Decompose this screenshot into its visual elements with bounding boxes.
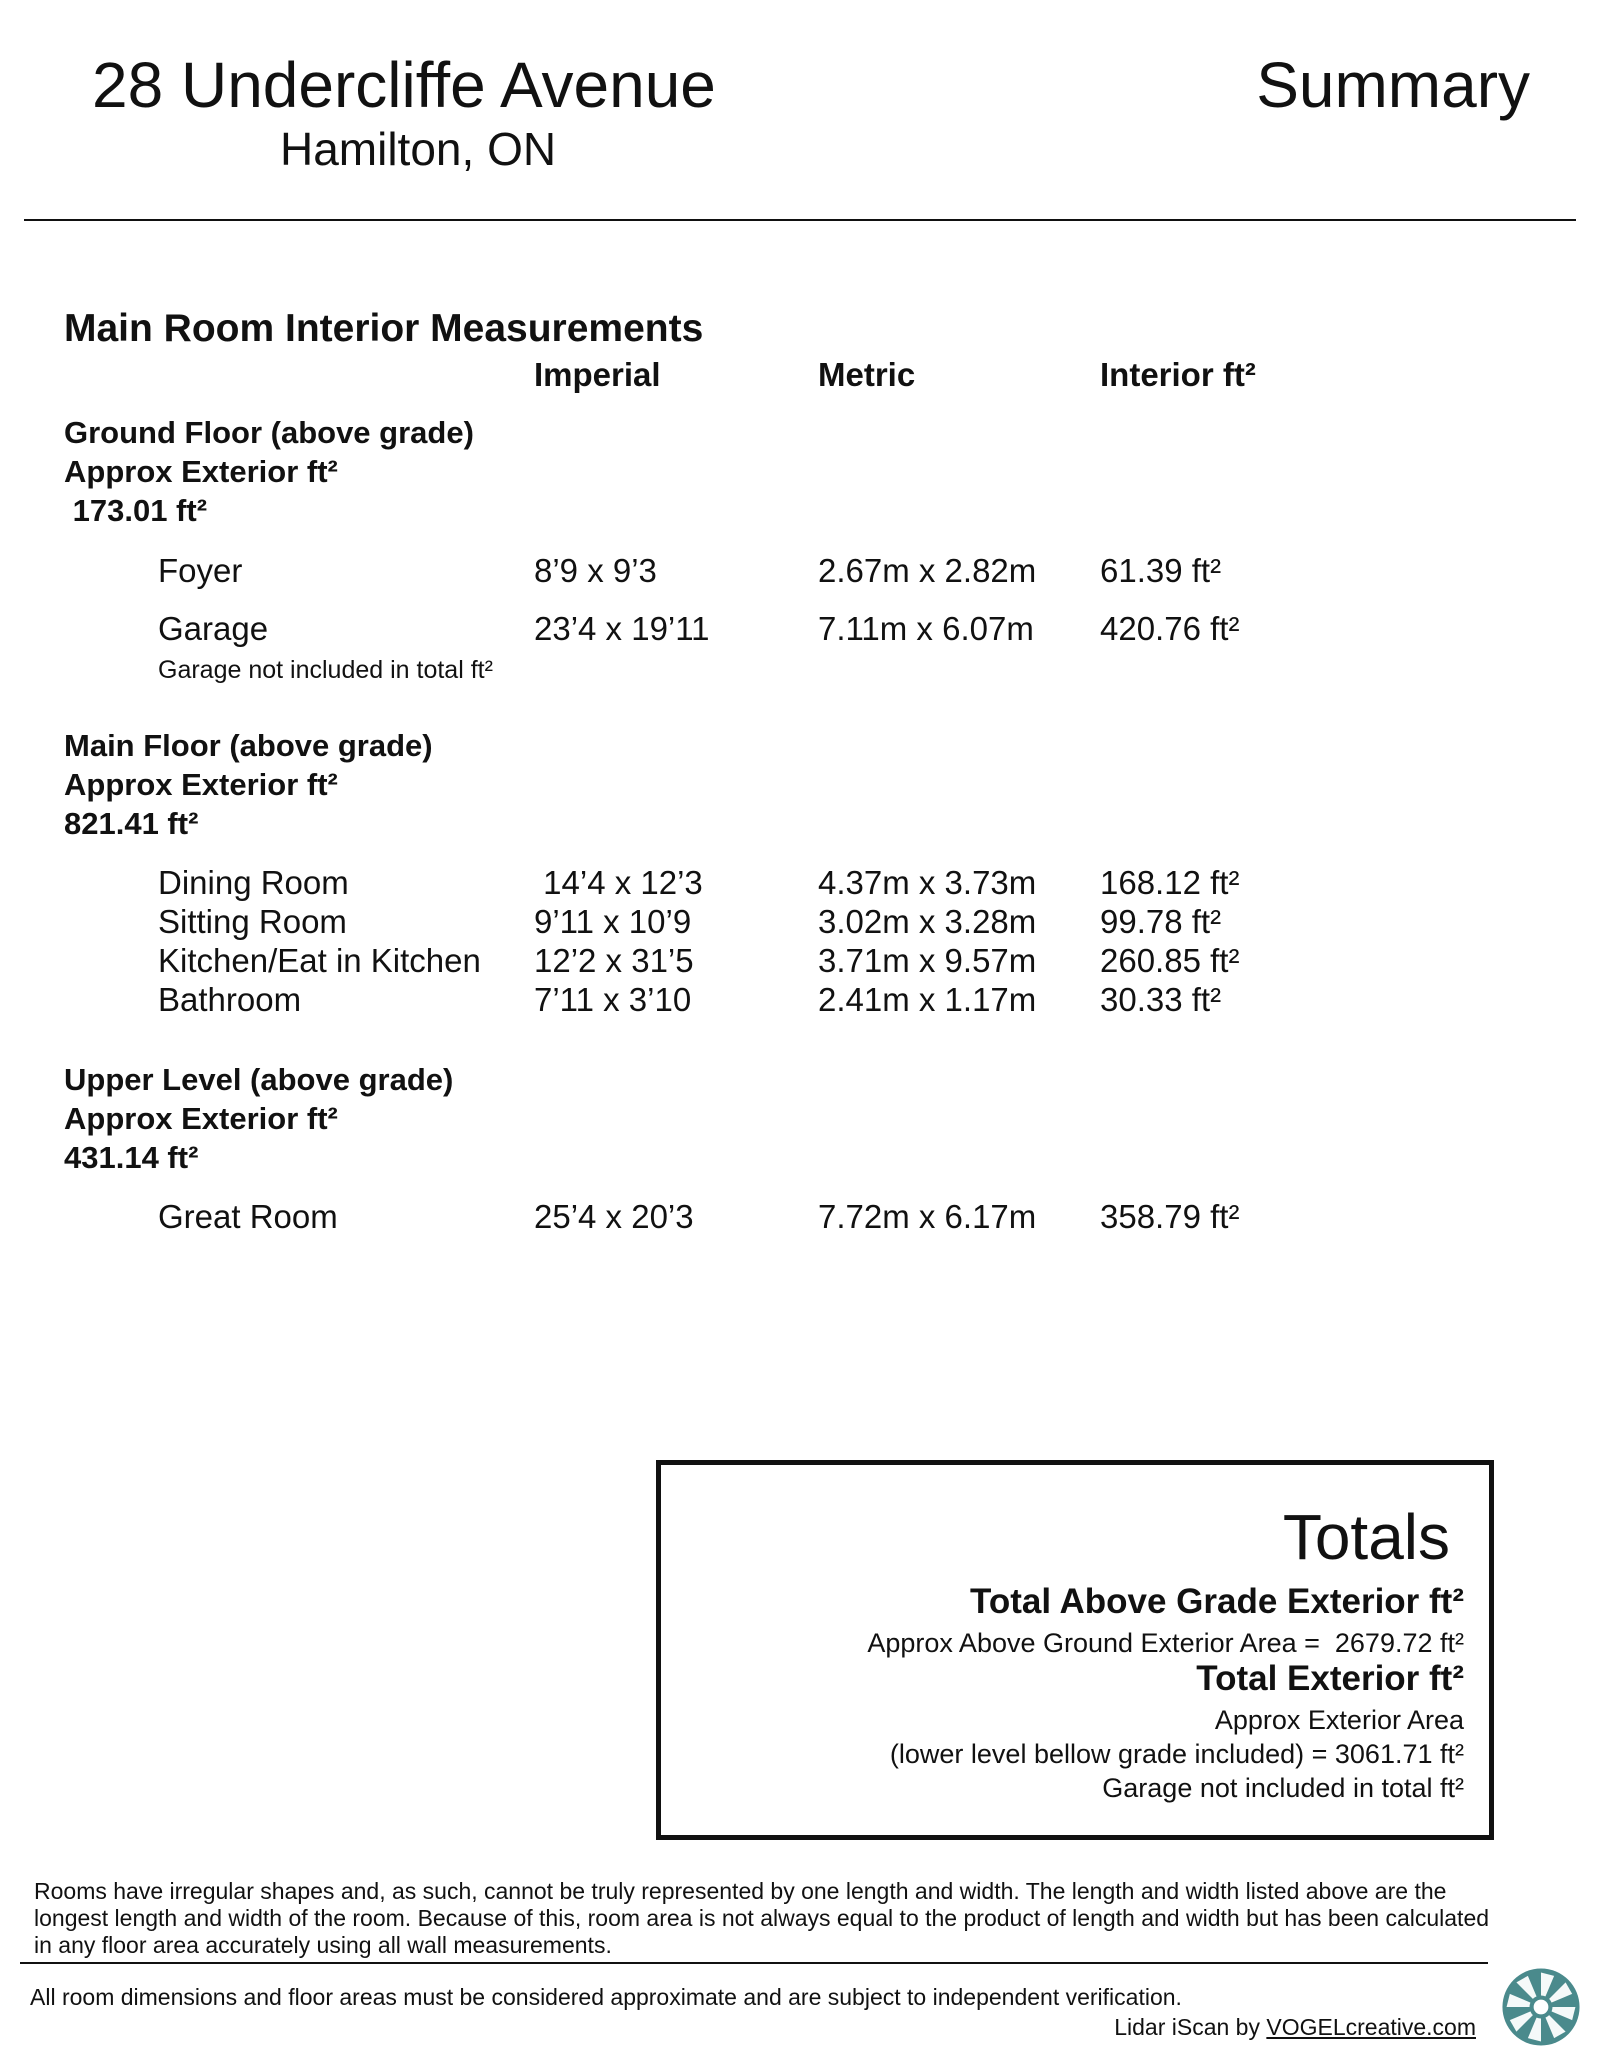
room-interior: 30.33 ft² [1100,981,1222,1018]
total-exterior-heading: Total Exterior ft² [1196,1659,1464,1698]
room-imperial: 9’11 x 10’9 [534,903,692,940]
room-interior: 168.12 ft² [1100,864,1240,901]
floor-exterior-value: 173.01 ft² [64,493,208,528]
room-name: Great Room [158,1198,338,1235]
room-metric: 2.67m x 2.82m [818,552,1037,589]
column-header-metric: Metric [818,356,916,393]
room-name: Bathroom [158,981,302,1018]
room-metric: 7.11m x 6.07m [818,610,1034,647]
table-row [0,942,1600,982]
total-exterior-label: Approx Exterior Area [1214,1705,1464,1735]
room-metric: 7.72m x 6.17m [818,1198,1037,1235]
floor-exterior-value: 431.14 ft² [64,1140,199,1175]
vogelcreative-link[interactable]: VOGELcreative.com [1266,2014,1476,2040]
column-header-interior: Interior ft² [1100,356,1256,393]
above-grade-value: Approx Above Ground Exterior Area = 2679.72 ft² [867,1628,1464,1658]
floor-heading-main [64,726,433,843]
table-row [0,864,1600,904]
totals-garage-note: Garage not included in total ft² [1102,1773,1464,1803]
floor-name: Upper Level (above grade) [64,1062,454,1097]
section-title: Main Room Interior Measurements [64,307,704,350]
room-name: Dining Room [158,864,349,901]
footer-divider [20,1962,1488,1964]
room-imperial: 7’11 x 3’10 [534,981,692,1018]
table-row [0,981,1600,1021]
room-imperial: 25’4 x 20’3 [534,1198,694,1235]
table-row [0,903,1600,943]
floor-name: Main Floor (above grade) [64,728,433,763]
address-line-2: Hamilton, ON [280,123,557,175]
room-imperial: 12’2 x 31’5 [534,942,694,979]
credit-line [1114,2014,1476,2041]
approximation-notice: All room dimensions and floor areas must be considered approximate and are subject to independent verification. [30,1984,1182,2010]
room-interior: 420.76 ft² [1100,610,1240,647]
floor-exterior-label: Approx Exterior ft² [64,454,338,489]
table-row [0,552,1600,592]
room-name: Foyer [158,552,243,589]
header-divider [24,219,1576,221]
table-row [0,610,1600,650]
room-metric: 3.02m x 3.28m [818,903,1037,940]
total-exterior-value: (lower level bellow grade included) = 3061.71 ft² [889,1739,1464,1769]
credit-prefix: Lidar iScan by [1114,2014,1267,2040]
totals-title: Totals [1282,1501,1450,1573]
floor-heading-ground [64,413,474,530]
room-imperial: 8’9 x 9’3 [534,552,657,589]
camera-aperture-icon [1500,1966,1582,2048]
room-name: Sitting Room [158,903,347,940]
address-line-1: 28 Undercliffe Avenue [92,49,716,121]
room-name: Kitchen/Eat in Kitchen [158,942,481,979]
document-title: Summary [1256,49,1530,121]
garage-note: Garage not included in total ft² [158,656,493,684]
room-name: Garage [158,610,269,647]
room-interior: 260.85 ft² [1100,942,1240,979]
floor-exterior-value: 821.41 ft² [64,806,199,841]
room-metric: 3.71m x 9.57m [818,942,1037,979]
disclaimer-text: Rooms have irregular shapes and, as such, cannot be truly represented by one length and width. The length and width listed above are the longest length and width of the room. Because of this, room area is not always equal to the product of length and width but has been calculated in any floor area accurately using all wall measurements. [34,1878,1490,1958]
column-header-imperial: Imperial [534,356,661,393]
floor-name: Ground Floor (above grade) [64,415,474,450]
room-imperial: 23’4 x 19’11 [534,610,710,647]
above-grade-heading: Total Above Grade Exterior ft² [970,1582,1464,1621]
floor-heading-upper [64,1060,453,1177]
room-metric: 4.37m x 3.73m [818,864,1037,901]
room-imperial: 14’4 x 12’3 [534,864,703,901]
table-row [0,1198,1600,1238]
room-interior: 99.78 ft² [1100,903,1222,940]
floor-exterior-label: Approx Exterior ft² [64,767,338,802]
room-metric: 2.41m x 1.17m [818,981,1037,1018]
floor-exterior-label: Approx Exterior ft² [64,1101,338,1136]
room-interior: 61.39 ft² [1100,552,1222,589]
room-interior: 358.79 ft² [1100,1198,1240,1235]
